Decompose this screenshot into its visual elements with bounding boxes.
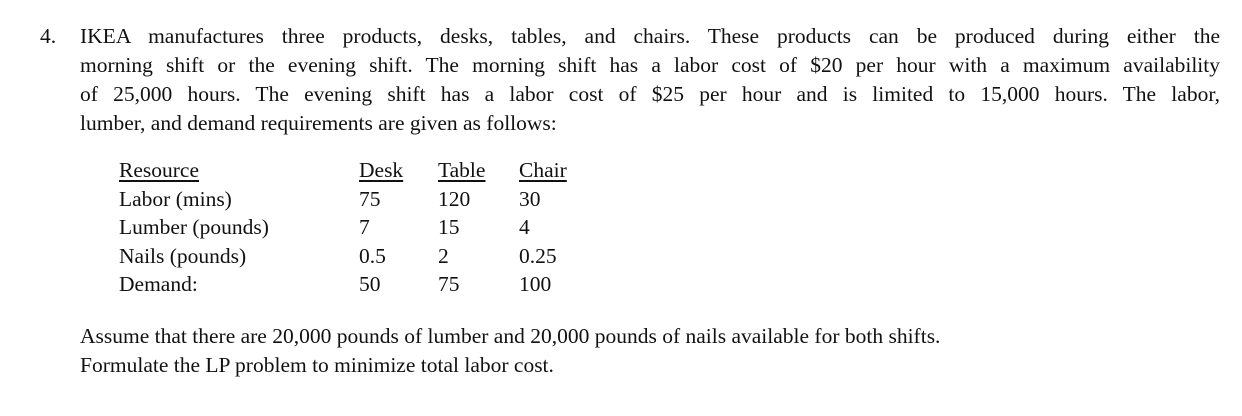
intro-line-1: IKEA manufactures three products, desks, tables, and chairs. These products can be produced during either the bbox=[80, 24, 1220, 48]
table-row bbox=[119, 185, 589, 214]
problem-closing bbox=[80, 322, 940, 380]
table-row bbox=[119, 270, 589, 299]
header-resource: Resource bbox=[119, 158, 199, 182]
row-label: Lumber (pounds) bbox=[119, 215, 269, 239]
closing-line-2: Formulate the LP problem to minimize total labor cost. bbox=[80, 353, 554, 377]
cell-value: 0.25 bbox=[519, 243, 557, 268]
resource-table bbox=[119, 156, 589, 299]
cell-value: 2 bbox=[438, 243, 449, 268]
problem-number: 4. bbox=[40, 24, 57, 48]
cell-value: 15 bbox=[438, 215, 460, 239]
header-chair: Chair bbox=[519, 158, 567, 182]
table-header-row bbox=[119, 156, 589, 185]
cell-value: 75 bbox=[359, 186, 381, 211]
intro-line-4: lumber, and demand requirements are given as follows: bbox=[80, 111, 557, 135]
cell-value: 30 bbox=[519, 186, 541, 211]
header-table: Table bbox=[438, 158, 486, 182]
table-row bbox=[119, 213, 589, 242]
row-label: Demand: bbox=[119, 272, 198, 296]
intro-line-2: morning shift or the evening shift. The morning shift has a labor cost of $20 per hour with a maximum availability bbox=[80, 53, 1220, 77]
row-label: Nails (pounds) bbox=[119, 243, 247, 268]
cell-value: 50 bbox=[359, 272, 381, 296]
cell-value: 120 bbox=[438, 186, 471, 211]
intro-line-3: of 25,000 hours. The evening shift has a labor cost of $25 per hour and is limited to 15,000 hours. The labor, bbox=[80, 82, 1220, 106]
cell-value: 4 bbox=[519, 215, 530, 239]
cell-value: 75 bbox=[438, 272, 460, 296]
table-row bbox=[119, 242, 589, 271]
cell-value: 100 bbox=[519, 272, 552, 296]
header-desk: Desk bbox=[359, 158, 404, 182]
cell-value: 7 bbox=[359, 215, 370, 239]
cell-value: 0.5 bbox=[359, 243, 386, 268]
problem-intro bbox=[80, 22, 1220, 138]
row-label: Labor (mins) bbox=[119, 186, 232, 211]
closing-line-1: Assume that there are 20,000 pounds of lumber and 20,000 pounds of nails available for both shifts. bbox=[80, 324, 941, 348]
